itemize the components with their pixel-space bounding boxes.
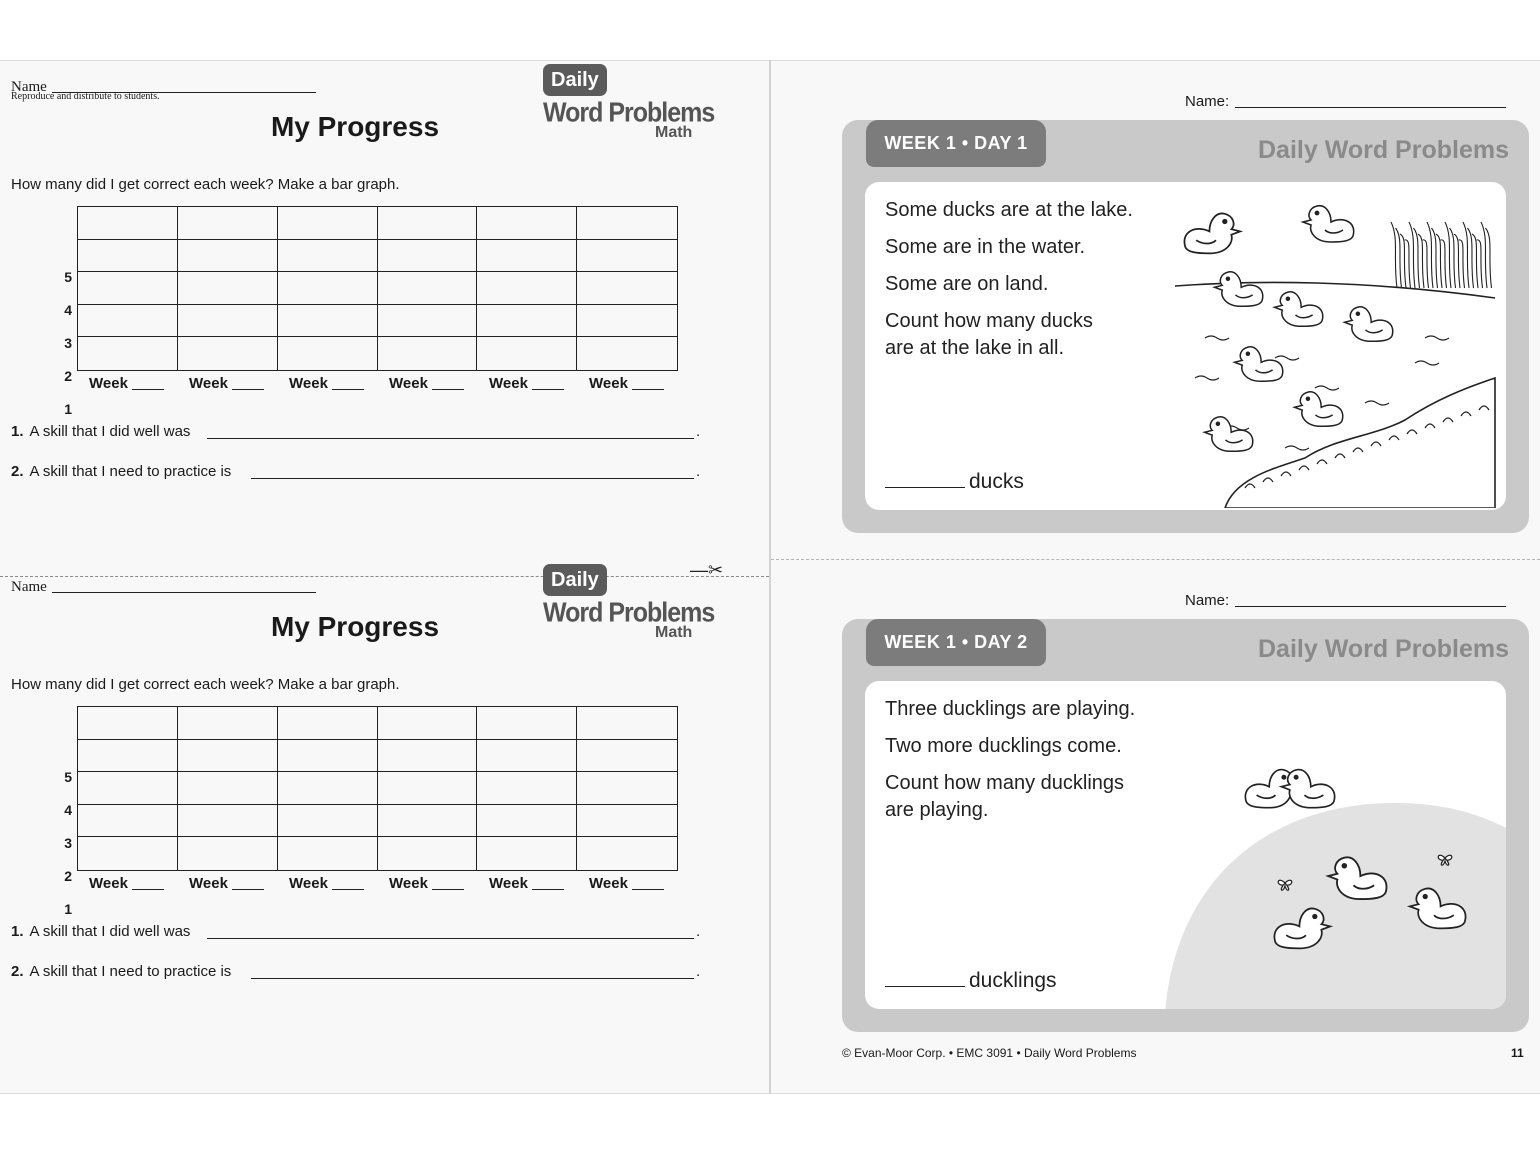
y-axis-label: 5 [64, 269, 72, 285]
reflection-text: A skill that I need to practice is [29, 963, 232, 980]
reflection-text: A skill that I did well was [29, 423, 191, 440]
graph-cell[interactable] [178, 337, 278, 370]
reflection-2 [11, 463, 701, 480]
graph-cell[interactable] [178, 305, 278, 338]
y-axis-label: 2 [64, 368, 72, 384]
footer-credit: © Evan-Moor Corp. • EMC 3091 • Daily Word Problems [842, 1046, 1137, 1060]
graph-cell[interactable] [577, 707, 677, 740]
week-label [489, 875, 564, 892]
week-text: Week [89, 375, 128, 392]
week-text: Week [289, 875, 328, 892]
graph-cell[interactable] [178, 240, 278, 273]
logo-word-problems: Word Problems [543, 597, 715, 629]
logo-math: Math [655, 624, 693, 641]
name-label: Name [11, 579, 47, 595]
week-number-blank[interactable] [232, 389, 264, 390]
answer-blank[interactable] [885, 470, 1024, 494]
logo-daily-badge: Daily [543, 564, 607, 596]
graph-cell[interactable] [278, 772, 378, 805]
graph-cell[interactable] [278, 272, 378, 305]
name-label: Name [11, 79, 47, 95]
reflection-end-mark: . [696, 423, 701, 440]
graph-cell[interactable] [477, 837, 577, 870]
reflection-answer-blank[interactable] [251, 978, 694, 979]
name-blank[interactable] [52, 92, 316, 93]
page-title: My Progress [270, 111, 440, 142]
problem-line: Some are in the water. [885, 236, 1086, 258]
week-text: Week [489, 375, 528, 392]
week-label [289, 375, 364, 392]
week-text: Week [189, 375, 228, 392]
progress-worksheet [0, 64, 769, 504]
problem-line: Three ducklings are playing. [885, 698, 1136, 720]
reflection-answer-blank[interactable] [207, 438, 694, 439]
graph-cell[interactable] [78, 772, 178, 805]
graph-cell[interactable] [178, 707, 278, 740]
y-axis-label: 1 [64, 401, 72, 417]
card-name-blank[interactable] [1235, 606, 1506, 607]
week-text: Week [389, 875, 428, 892]
y-axis-label: 4 [64, 802, 72, 818]
ducklings-playing-illustration [1155, 763, 1506, 1009]
week-number-blank[interactable] [332, 389, 364, 390]
graph-cell[interactable] [278, 305, 378, 338]
week-number-blank[interactable] [632, 389, 664, 390]
week-text: Week [89, 875, 128, 892]
graph-cell[interactable] [477, 805, 577, 838]
graph-cell[interactable] [278, 337, 378, 370]
name-blank[interactable] [52, 592, 316, 593]
y-axis-label: 3 [64, 335, 72, 351]
answer-line[interactable] [885, 487, 965, 488]
bar-graph-grid[interactable] [77, 206, 678, 371]
graph-cell[interactable] [278, 707, 378, 740]
graph-cell[interactable] [378, 837, 478, 870]
problem-line: Some ducks are at the lake. [885, 199, 1133, 221]
graph-cell[interactable] [278, 805, 378, 838]
week-label [389, 375, 464, 392]
graph-cell[interactable] [477, 305, 577, 338]
graph-cell[interactable] [477, 740, 577, 773]
card-week-day-tab: WEEK 1 • DAY 2 [866, 619, 1046, 666]
graph-cell[interactable] [378, 805, 478, 838]
y-axis-label: 3 [64, 835, 72, 851]
week-text: Week [589, 875, 628, 892]
week-label [389, 875, 464, 892]
graph-cell[interactable] [577, 740, 677, 773]
answer-unit: ducks [969, 470, 1024, 493]
card-name-label: Name: [1185, 93, 1230, 110]
graph-cell[interactable] [378, 772, 478, 805]
graph-cell[interactable] [577, 272, 677, 305]
reflection-text: A skill that I need to practice is [29, 463, 232, 480]
graph-cell[interactable] [577, 837, 677, 870]
right-page [771, 60, 1540, 1094]
reflection-answer-blank[interactable] [207, 938, 694, 939]
answer-unit: ducklings [969, 969, 1057, 992]
card-header: Daily Word Problems [1258, 136, 1509, 164]
week-label [489, 375, 564, 392]
graph-cell[interactable] [378, 207, 478, 240]
y-axis-label: 1 [64, 901, 72, 917]
reflection-end-mark: . [696, 923, 701, 940]
graph-cell[interactable] [577, 772, 677, 805]
graph-cell[interactable] [477, 707, 577, 740]
week-number-blank[interactable] [232, 889, 264, 890]
graph-cell[interactable] [178, 207, 278, 240]
graph-cell[interactable] [378, 337, 478, 370]
graph-cell[interactable] [278, 207, 378, 240]
card-body [865, 681, 1506, 1009]
answer-blank[interactable] [885, 969, 1057, 993]
week-text: Week [389, 375, 428, 392]
week-label [589, 375, 664, 392]
reflection-2 [11, 963, 701, 980]
word-problem-card-block [771, 559, 1540, 1039]
graph-cell[interactable] [577, 305, 677, 338]
answer-line[interactable] [885, 986, 965, 987]
problem-line: Count how many ducks [885, 310, 1093, 332]
problem-line: Two more ducklings come. [885, 735, 1122, 757]
graph-cell[interactable] [78, 707, 178, 740]
scissors-icon: —✂ [690, 560, 724, 580]
logo-daily-badge: Daily [543, 64, 607, 96]
progress-worksheet [0, 564, 769, 1004]
card-name-blank[interactable] [1235, 107, 1506, 108]
week-number-blank[interactable] [632, 889, 664, 890]
reflection-number: 2. [11, 963, 24, 980]
left-page [0, 60, 769, 1094]
reflection-1 [11, 423, 701, 440]
word-problem-card-block [771, 60, 1540, 540]
y-axis-label: 5 [64, 769, 72, 785]
graph-cell[interactable] [378, 740, 478, 773]
y-axis-label: 2 [64, 868, 72, 884]
week-label [89, 875, 164, 892]
graph-cell[interactable] [278, 837, 378, 870]
graph-cell[interactable] [477, 337, 577, 370]
week-number-blank[interactable] [432, 389, 464, 390]
card-header: Daily Word Problems [1258, 635, 1509, 663]
problem-line: Count how many ducklings [885, 772, 1125, 794]
graph-cell[interactable] [78, 207, 178, 240]
logo-math: Math [655, 124, 693, 141]
graph-cell[interactable] [178, 772, 278, 805]
week-label [189, 875, 264, 892]
page-title: My Progress [270, 611, 440, 642]
word-problem-card [842, 120, 1529, 533]
word-problem-card [842, 619, 1529, 1032]
graph-cell[interactable] [78, 240, 178, 273]
week-text: Week [289, 375, 328, 392]
week-number-blank[interactable] [532, 889, 564, 890]
graph-cell[interactable] [178, 837, 278, 870]
week-label [89, 375, 164, 392]
graph-cell[interactable] [78, 805, 178, 838]
reproduce-note: Reproduce and distribute to students. [11, 91, 160, 102]
week-number-blank[interactable] [432, 889, 464, 890]
graph-instructions: How many did I get correct each week? Make a bar graph. [11, 176, 400, 193]
graph-cell[interactable] [477, 772, 577, 805]
reflection-answer-blank[interactable] [251, 478, 694, 479]
graph-cell[interactable] [477, 240, 577, 273]
graph-cell[interactable] [278, 740, 378, 773]
week-text: Week [489, 875, 528, 892]
card-week-day-tab: WEEK 1 • DAY 1 [866, 120, 1046, 167]
week-label [289, 875, 364, 892]
reflection-end-mark: . [696, 463, 701, 480]
graph-cell[interactable] [477, 207, 577, 240]
graph-cell[interactable] [378, 305, 478, 338]
week-label [589, 875, 664, 892]
bar-graph-grid[interactable] [77, 706, 678, 871]
ducks-at-lake-illustration [1165, 188, 1505, 510]
card-body [865, 182, 1506, 510]
reflection-number: 2. [11, 463, 24, 480]
graph-cell[interactable] [577, 207, 677, 240]
reflection-text: A skill that I did well was [29, 923, 191, 940]
week-text: Week [189, 875, 228, 892]
graph-cell[interactable] [378, 272, 478, 305]
graph-cell[interactable] [378, 240, 478, 273]
page-number: 11 [1511, 1046, 1524, 1060]
graph-cell[interactable] [477, 272, 577, 305]
problem-line: are at the lake in all. [885, 337, 1064, 359]
graph-cell[interactable] [78, 740, 178, 773]
graph-cell[interactable] [278, 240, 378, 273]
graph-cell[interactable] [178, 272, 278, 305]
reflection-number: 1. [11, 923, 24, 940]
card-name-label: Name: [1185, 592, 1230, 609]
graph-cell[interactable] [78, 305, 178, 338]
graph-cell[interactable] [78, 837, 178, 870]
problem-line: Some are on land. [885, 273, 1049, 295]
graph-cell[interactable] [178, 805, 278, 838]
graph-cell[interactable] [577, 240, 677, 273]
graph-cell[interactable] [577, 805, 677, 838]
week-text: Week [589, 375, 628, 392]
week-number-blank[interactable] [132, 389, 164, 390]
graph-instructions: How many did I get correct each week? Make a bar graph. [11, 676, 400, 693]
graph-cell[interactable] [78, 337, 178, 370]
week-number-blank[interactable] [132, 889, 164, 890]
graph-cell[interactable] [78, 272, 178, 305]
problem-line: are playing. [885, 799, 989, 821]
reflection-end-mark: . [696, 963, 701, 980]
graph-cell[interactable] [178, 740, 278, 773]
week-number-blank[interactable] [332, 889, 364, 890]
week-number-blank[interactable] [532, 389, 564, 390]
reflection-1 [11, 923, 701, 940]
reflection-number: 1. [11, 423, 24, 440]
graph-cell[interactable] [378, 707, 478, 740]
graph-cell[interactable] [577, 337, 677, 370]
week-label [189, 375, 264, 392]
y-axis-label: 4 [64, 302, 72, 318]
logo-word-problems: Word Problems [543, 97, 715, 129]
